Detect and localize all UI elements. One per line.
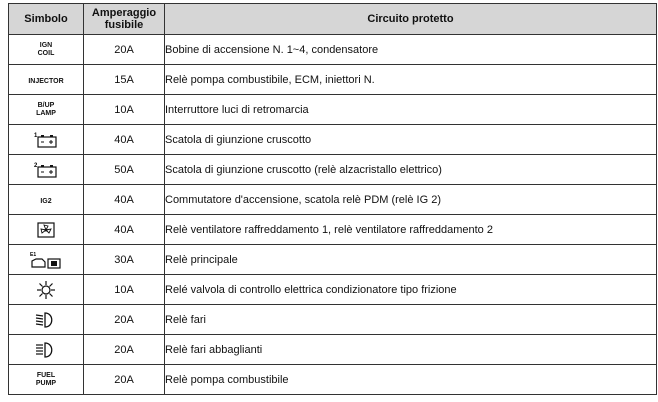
header-ampere — [84, 4, 165, 35]
symbol-cell — [9, 365, 84, 395]
symbol-cell — [9, 35, 84, 65]
symbol-cell — [9, 215, 84, 245]
circuit-cell: Relè pompa combustibile, ECM, iniettori N. — [165, 65, 657, 95]
symbol-label: B/UP LAMP — [36, 101, 56, 117]
symbol-cell — [9, 95, 84, 125]
fuse-table — [8, 3, 657, 395]
circuit-cell: Scatola di giunzione cruscotto (relè alzacristallo elettrico) — [165, 155, 657, 185]
circuit-cell: Relè ventilatore raffreddamento 1, relè ventilatore raffreddamento 2 — [165, 215, 657, 245]
battery-icon — [33, 161, 59, 179]
amperage-cell: 20A — [84, 335, 165, 365]
table-row — [9, 275, 657, 305]
circuit-cell: Scatola di giunzione cruscotto — [165, 125, 657, 155]
symbol-superscript: E1 — [30, 251, 37, 258]
ac-snowflake-icon — [36, 280, 56, 300]
headlamp-icon — [34, 311, 58, 329]
symbol-label: FUEL PUMP — [35, 371, 57, 387]
amperage-cell: 20A — [84, 365, 165, 395]
circuit-cell: Relé valvola di controllo elettrica condizionatore tipo frizione — [165, 275, 657, 305]
symbol-cell — [9, 65, 84, 95]
amperage-cell: 40A — [84, 125, 165, 155]
table-row — [9, 35, 657, 65]
symbol-cell — [9, 335, 84, 365]
table-row — [9, 65, 657, 95]
amperage-cell: 10A — [84, 275, 165, 305]
header-symbol: Simbolo — [9, 4, 84, 35]
high-beam-icon — [34, 341, 58, 359]
table-row — [9, 335, 657, 365]
cooling-fan-icon — [36, 221, 56, 239]
circuit-cell: Interruttore luci di retromarcia — [165, 95, 657, 125]
symbol-cell — [9, 155, 84, 185]
circuit-cell: Relè pompa combustibile — [165, 365, 657, 395]
circuit-cell: Bobine di accensione N. 1~4, condensatore — [165, 35, 657, 65]
amperage-cell: 20A — [84, 305, 165, 335]
symbol-cell — [9, 275, 84, 305]
symbol-cell — [9, 245, 84, 275]
table-row — [9, 215, 657, 245]
table-row — [9, 365, 657, 395]
table-row — [9, 95, 657, 125]
amperage-cell: 50A — [84, 155, 165, 185]
table-row — [9, 245, 657, 275]
symbol-superscript: 2 — [34, 162, 38, 169]
table-row — [9, 155, 657, 185]
symbol-label: INJECTOR — [28, 77, 64, 85]
battery-icon — [33, 131, 59, 149]
symbol-cell — [9, 185, 84, 215]
header-circuit: Circuito protetto — [165, 4, 657, 35]
table-header-row — [9, 4, 657, 35]
symbol-cell — [9, 125, 84, 155]
main-relay-icon — [28, 250, 64, 270]
symbol-label: IG2 — [40, 197, 52, 205]
circuit-cell: Commutatore d'accensione, scatola relè PDM (relè IG 2) — [165, 185, 657, 215]
amperage-cell: 15A — [84, 65, 165, 95]
header-ampere-label: Amperaggio fusibile — [91, 7, 157, 31]
amperage-cell: 30A — [84, 245, 165, 275]
circuit-cell: Relè fari — [165, 305, 657, 335]
amperage-cell: 10A — [84, 95, 165, 125]
table-row — [9, 185, 657, 215]
circuit-cell: Relè fari abbaglianti — [165, 335, 657, 365]
symbol-superscript: 1 — [34, 132, 38, 139]
symbol-label: IGN COIL — [37, 41, 55, 57]
amperage-cell: 20A — [84, 35, 165, 65]
table-row — [9, 305, 657, 335]
table-row — [9, 125, 657, 155]
circuit-cell: Relè principale — [165, 245, 657, 275]
amperage-cell: 40A — [84, 215, 165, 245]
amperage-cell: 40A — [84, 185, 165, 215]
symbol-cell — [9, 305, 84, 335]
